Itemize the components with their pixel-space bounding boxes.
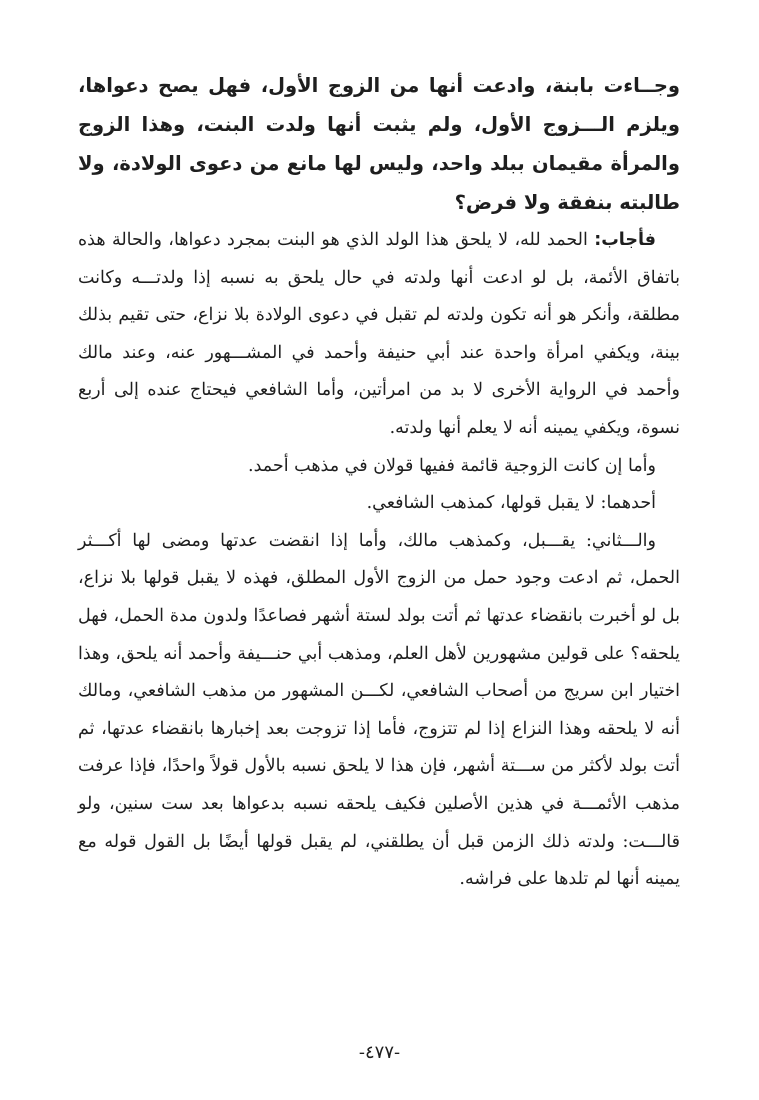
answer-label: فأجاب: — [594, 230, 656, 250]
page-number: -٤٧٧- — [358, 1042, 401, 1063]
paragraph-first-opinion: أحدهما: لا يقبل قولها، كمذهب الشافعي. — [366, 493, 656, 514]
paragraph-zawjiyya: وأما إن كانت الزوجية قائمة ففيها قولان في مذهب أحمد. — [248, 455, 656, 476]
page-body — [78, 66, 680, 899]
paragraph-second-opinion: والـــثاني: يقـــبل، وكمذهب مالك، وأما إذا انقضت عدتها ومضى لها أكـــثر الحمل، ثم ادعت وجود حمل من الزوج الأول المطلق، فهذه لا يقبل قولها بلا نزاع، بل لو أخبرت بانقضاء عدتها ثم أتت بولد لستة أشهر فصاعدًا ولدون مدة الحمل، فهل يلحقه؟ على قولين مشهورين لأهل العلم، ومذهب أبي حنـــيفة وأحمد أنه يلحق، وهذا اختيار ابن سريج من أصحاب الشافعي، لكـــن المشهور من مذهب الشافعي، ومالك أنه لا يلحقه وهذا النزاع إذا لم تتزوج، فأما إذا تزوجت بعد إخبارها بانقضاء عدتها، ثم أتت بولد لأكثر من ســـتة أشهر، فإن هذا لا يلحق نسبه بالأول قولاً واحدًا، فإذا عرفت مذهب الأئمـــة في هذين الأصلين فكيف يلحقه نسبه بدعواها بعد ست سنين، ولو قالـــت: ولدته ذلك الزمن قبل أن يطلقني، لم يقبل قولها أيضًا بل القول قوله مع يمينه أنها لم تلدها على فراشه. — [78, 530, 680, 890]
question-text: وجــاءت بابنة، وادعت أنها من الزوج الأول، فهل يصح دعواها، ويلزم الـــزوج الأول، ولم يثبت أنها ولدت البنت، وهذا الزوج والمرأة مقيمان ببلد واحد، وليس لها مانع من دعوى الولادة، ولا طالبته بنفقة ولا فرض؟ — [78, 74, 680, 214]
answer-text: الحمد لله، لا يلحق هذا الولد الذي هو البنت بمجرد دعواها، والحالة هذه باتفاق الأئمة، بل لو ادعت أنها ولدته في حال يلحق به نسبه إذا ولدتـــه وكانت مطلقة، وأنكر هو أنه تكون ولدته لم تقبل في دعوى الولادة بلا نزاع، حتى تقيم بذلك بينة، ويكفي امرأة واحدة عند أبي حنيفة وأحمد في المشـــهور عنه، وعند مالك وأحمد في الرواية الأخرى لا بد من امرأتين، وأما الشافعي فيحتاج عنده إلى أربع نسوة، ويكفي يمينه أنه لا يعلم أنها ولدته. — [78, 230, 680, 438]
answer-paragraph — [78, 222, 680, 448]
